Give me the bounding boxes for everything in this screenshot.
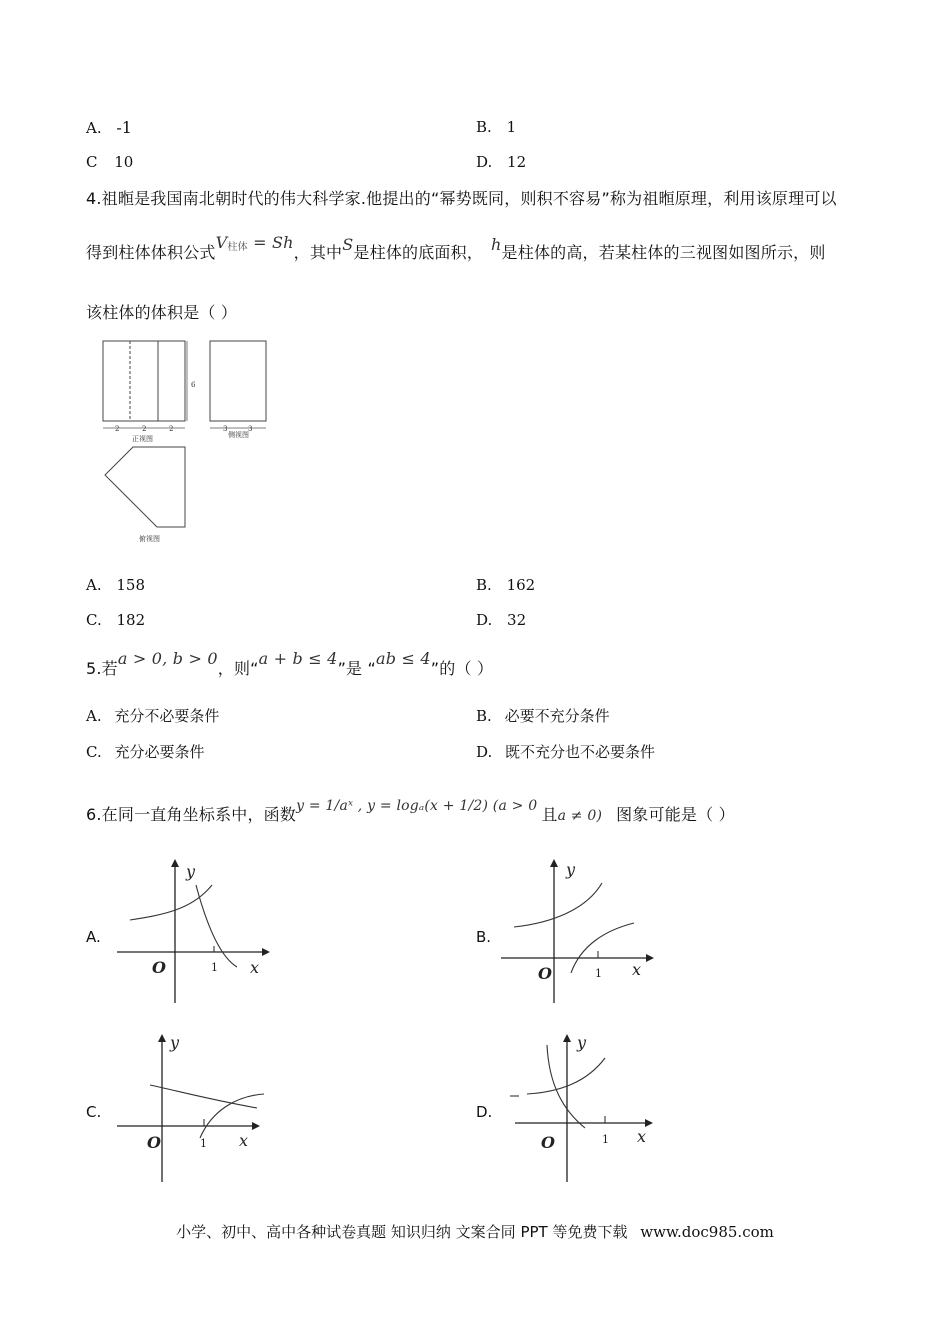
q6-formula: y = 1/aˣ , y = logₐ(x + 1/2) (a > 0 bbox=[296, 798, 538, 814]
graph-a bbox=[112, 855, 272, 1005]
dim-front-3: 2 bbox=[169, 425, 174, 433]
q5-option-d: D. 既不充分也不必要条件 bbox=[476, 743, 656, 761]
top-view-label: 俯视图 bbox=[139, 535, 160, 543]
side-view-label: 侧视图 bbox=[228, 431, 249, 439]
dim-side-2: 3 bbox=[248, 425, 253, 433]
volume-formula: $V_{柱体} = Sh$ bbox=[215, 233, 294, 253]
q4-line2: 得到柱体体积公式$V_{柱体} = Sh$，其中S是柱体的底面积， h是柱体的高，若某柱体的三视图如图所示，则 bbox=[86, 233, 826, 262]
svg-text:x: x bbox=[239, 1131, 249, 1150]
q5-stem: 5.若a > 0, b > 0，则“a + b ≤ 4”是 “ab ≤ 4”的（ ） bbox=[86, 649, 494, 678]
svg-text:y: y bbox=[577, 1033, 587, 1052]
svg-text:x: x bbox=[250, 958, 260, 977]
front-view-label: 正视图 bbox=[132, 435, 153, 443]
graph-b-label: B. bbox=[476, 928, 492, 946]
graph-c bbox=[112, 1030, 272, 1185]
svg-text:x: x bbox=[632, 960, 642, 979]
dim-front-2: 2 bbox=[142, 425, 147, 433]
q4-option-c: C. 182 bbox=[86, 611, 146, 629]
svg-text:1: 1 bbox=[211, 961, 218, 974]
q4-option-b: B. 162 bbox=[476, 576, 536, 594]
dim-side-1: 3 bbox=[223, 425, 228, 433]
q3-option-a: A. -1 bbox=[86, 118, 132, 137]
q5-option-a: A. 充分不必要条件 bbox=[86, 707, 220, 725]
dim-front-1: 2 bbox=[115, 425, 120, 433]
q3-option-b: B. 1 bbox=[476, 118, 517, 136]
front-view bbox=[103, 341, 187, 421]
top-view bbox=[105, 447, 185, 527]
q3-option-c: C 10 bbox=[86, 153, 134, 171]
graph-d bbox=[505, 1030, 660, 1185]
q4-option-a: A. 158 bbox=[86, 576, 146, 594]
svg-text:O: O bbox=[541, 1133, 555, 1152]
graph-d-label: D. bbox=[476, 1103, 493, 1121]
q5-option-c: C. 充分必要条件 bbox=[86, 743, 205, 761]
svg-text:1: 1 bbox=[200, 1137, 207, 1150]
q4-line3: 该柱体的体积是（ ） bbox=[86, 303, 238, 322]
dim-height: 6 bbox=[191, 381, 196, 389]
svg-text:O: O bbox=[152, 958, 166, 977]
q4-line1: 4.祖暅是我国南北朝时代的伟大科学家.他提出的“幂势既同，则积不容易”称为祖暅原理，利用该原理可以 bbox=[86, 189, 837, 208]
graph-b bbox=[496, 855, 656, 1005]
q6-stem: 6.在同一直角坐标系中，函数y = 1/aˣ , y = logₐ(x + 1/2) (a > 0 且a ≠ 0) 图象可能是（ ） bbox=[86, 798, 735, 824]
page-footer: 小学、初中、高中各种试卷真题 知识归纳 文案合同 PPT 等免费下载 www.doc985.com bbox=[176, 1223, 774, 1241]
three-view-figure bbox=[95, 335, 280, 550]
graph-a-label: A. bbox=[86, 928, 101, 946]
svg-text:y: y bbox=[170, 1033, 180, 1052]
footer-url[interactable]: www.doc985.com bbox=[640, 1223, 774, 1241]
svg-text:x: x bbox=[637, 1127, 647, 1146]
graph-c-label: C. bbox=[86, 1103, 102, 1121]
q3-option-d: D. 12 bbox=[476, 153, 527, 171]
svg-text:1: 1 bbox=[595, 967, 602, 980]
svg-text:O: O bbox=[147, 1133, 161, 1152]
side-view bbox=[210, 341, 266, 421]
q4-option-d: D. 32 bbox=[476, 611, 527, 629]
svg-text:1: 1 bbox=[602, 1133, 609, 1146]
svg-text:y: y bbox=[566, 860, 576, 879]
svg-text:O: O bbox=[538, 964, 552, 983]
svg-text:y: y bbox=[186, 862, 196, 881]
q5-option-b: B. 必要不充分条件 bbox=[476, 707, 610, 725]
